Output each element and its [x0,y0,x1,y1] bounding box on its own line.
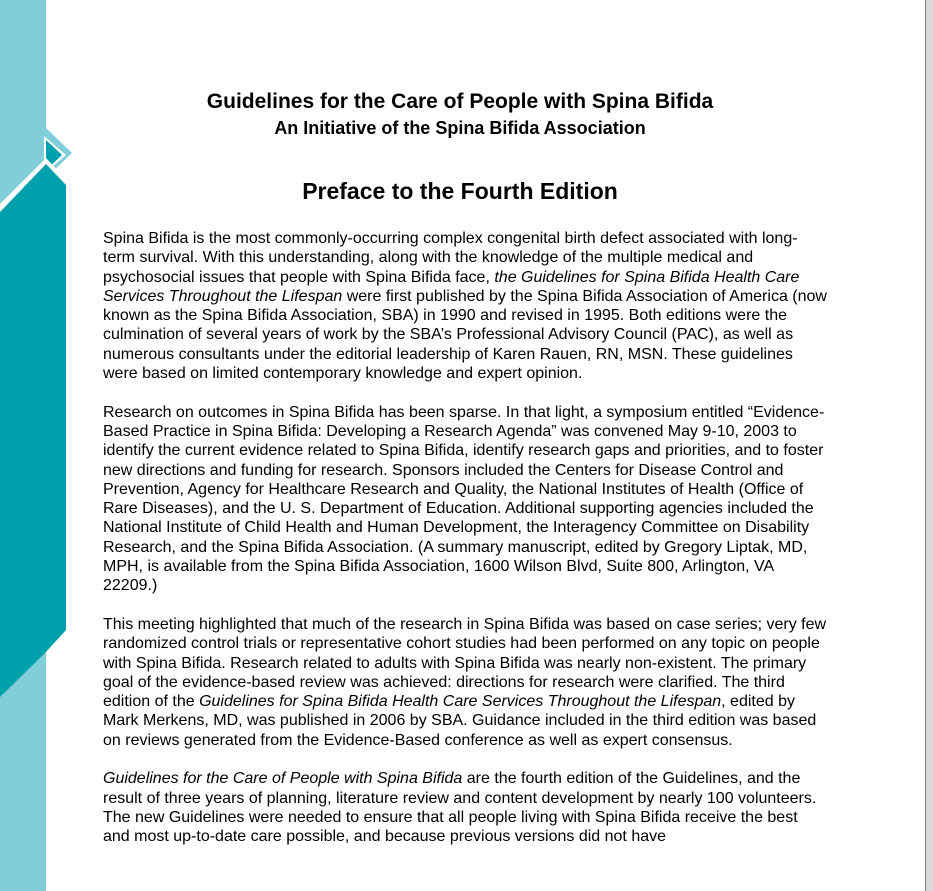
italic-book-title: the Guidelines for Spina Bifida Health Care Services Throughout the Lifespan [103,268,800,305]
text-segment: were first published by the Spina Bifida Association of America (now known as the Spina Bifida Association, SBA) in 1990 and revised in 1995. Both editions were the culmination of several years of work by the SBA’s Professional Advisory Council (PAC), as well as numerous consultants under the editorial leadership of Karen Rauen, RN, MSN. These guidelines were based on limited contemporary knowledge and expert opinion. [103,287,827,383]
italic-book-title: Guidelines for Spina Bifida Health Care Services Throughout the Lifespan [199,693,722,711]
document-subtitle: An Initiative of the Spina Bifida Association [274,118,646,138]
document-title: Guidelines for the Care of People with Spina Bifida [206,90,714,113]
text-segment: are the fourth edition of the Guidelines, and the result of three years of planning, literature review and content development by nearly 100 volunteers. The new Guidelines were needed to ensure that all people living with Spina Bifida receive the best and most up-to-date care possible, and because previous versions did not have [103,770,817,846]
italic-book-title: Guidelines for the Care of People with Spina Bifida [103,770,463,788]
paragraph-2 [103,403,828,596]
text-segment: , edited by Mark Merkens, MD, was published in 2006 by SBA. Guidance included in the third edition was based on reviews generated from the Evidence-Based conference as well as expert consensus. [103,693,817,749]
paragraph-1 [103,229,828,383]
paragraph-3 [103,615,828,750]
text-segment: Spina Bifida is the most commonly-occurring complex congenital birth defect associated with long-term survival. With this understanding, along with the knowledge of the multiple medical and psychosocial issues that people with Spina Bifida face, [103,230,798,286]
section-title: Preface to the Fourth Edition [302,178,618,204]
preface-body [103,229,828,866]
paragraph-4 [103,769,828,846]
text-segment: This meeting highlighted that much of the research in Spina Bifida was based on case series; very few randomized control trials or representative cohort studies had been performed on any topic on people with Spina Bifida. Research related to adults with Spina Bifida was nearly non-existent. The primary goal of the evidence-based review was achieved: directions for research were clarified. The third edition of the [103,615,827,711]
text-segment: Research on outcomes in Spina Bifida has been sparse. In that light, a symposium entitled “Evidence-Based Practice in Spina Bifida: Developing a Research Agenda” was convened May 9-10, 2003 to identify the current evidence related to Spina Bifida, identify research gaps and priorities, and to foster new directions and funding for research. Sponsors included the Centers for Disease Control and Prevention, Agency for Healthcare Research and Quality, the National Institutes of Health (Office of Rare Diseases), and the U. S. Department of Education. Additional supporting agencies included the National Institute of Child Health and Human Development, the Interagency Committee on Disability Research, and the Spina Bifida Association. (A summary manuscript, edited by Gregory Liptak, MD, MPH, is available from the Spina Bifida Association, 1600 Wilson Blvd, Suite 800, Arlington, VA 22209.) [103,403,825,595]
